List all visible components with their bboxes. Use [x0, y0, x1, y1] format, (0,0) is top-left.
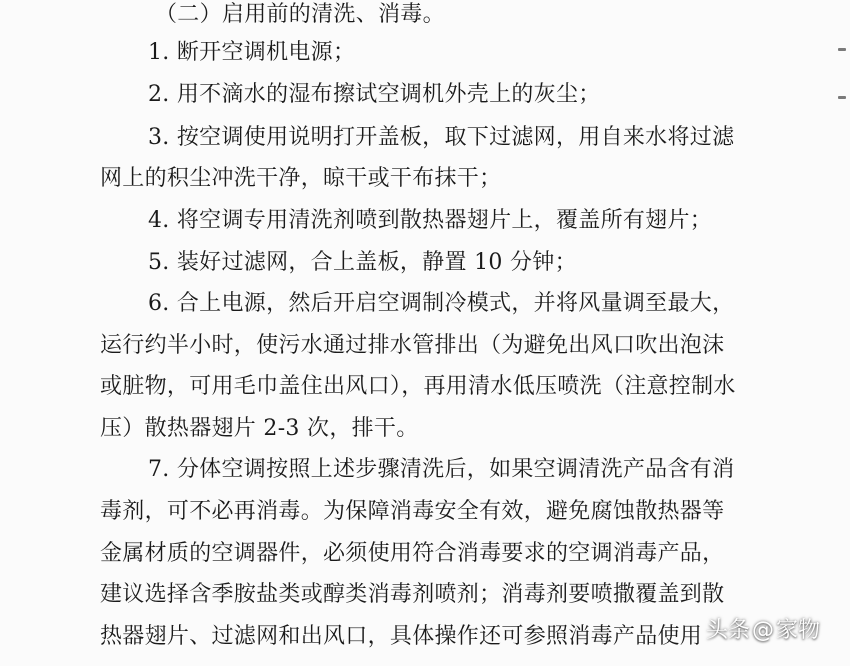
section-heading: （二）启用前的清洗、消毒。: [155, 2, 445, 27]
step-6: 6. 合上电源，然后开启空调制冷模式，并将风量调至最大，: [148, 291, 735, 316]
step-7-continued-1: 毒剂，可不必再消毒。为保障消毒安全有效，避免腐蚀散热器等: [100, 499, 725, 524]
margin-mark-bottom: [838, 96, 846, 99]
step-3: 3. 按空调使用说明打开盖板，取下过滤网，用自来水将过滤: [148, 125, 735, 150]
step-5: 5. 装好过滤网，合上盖板，静置 10 分钟；: [148, 250, 577, 275]
watermark-account: 家物: [775, 618, 820, 643]
step-6-continued-1: 运行约半小时，使污水通过排水管排出（为避免出风口吹出泡沫: [100, 333, 725, 358]
step-7: 7. 分体空调按照上述步骤清洗后，如果空调清洗产品含有消: [148, 457, 735, 482]
step-7-continued-2: 金属材质的空调器件，必须使用符合消毒要求的空调消毒产品，: [100, 541, 725, 566]
step-1: 1. 断开空调机电源；: [148, 40, 356, 65]
source-watermark: [706, 618, 820, 644]
step-3-continued: 网上的积尘冲洗干净，晾干或干布抹干；: [100, 166, 502, 191]
watermark-platform: 头条: [705, 618, 750, 643]
step-4: 4. 将空调专用清洗剂喷到散热器翅片上，覆盖所有翅片；: [148, 208, 713, 233]
margin-mark-top: [838, 48, 846, 51]
step-7-continued-3: 建议选择含季胺盐类或醇类消毒剂喷剂；消毒剂要喷撒覆盖到散: [100, 582, 725, 607]
step-7-continued-4: 热器翅片、过滤网和出风口，具体操作还可参照消毒产品使用: [100, 624, 703, 649]
step-2: 2. 用不滴水的湿布擦试空调机外壳上的灰尘；: [148, 82, 601, 107]
step-6-continued-3: 压）散热器翅片 2-3 次，排干。: [100, 416, 419, 441]
step-6-continued-2: 或脏物，可用毛巾盖住出风口），再用清水低压喷洗（注意控制水: [100, 374, 736, 399]
watermark-at-sign: @: [751, 618, 774, 643]
